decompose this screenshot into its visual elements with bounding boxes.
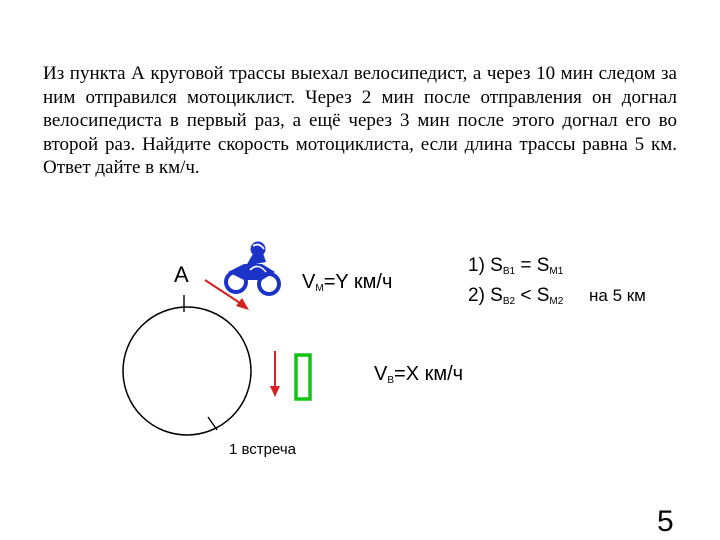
bicycle-icon xyxy=(296,355,310,399)
meeting-label: 1 встреча xyxy=(229,441,297,458)
meeting-tick xyxy=(208,417,217,430)
bike-speed-label: $V_В=X$ км/ч xyxy=(374,363,464,386)
point-a-label: A xyxy=(174,262,189,287)
circular-track xyxy=(123,307,251,435)
page-number: 5 xyxy=(657,505,674,538)
motorcycle-icon xyxy=(226,242,279,295)
moto-speed-label: $V_М=Y$ км/ч xyxy=(302,271,393,294)
equation-2: 2) $S_{В2} < S_{М2}$ xyxy=(468,285,564,307)
problem-text: Из пункта А круговой трассы выехал велосипедист, а через 10 мин следом за ним отправился мотоциклист. Через 2 мин после отправления он догнал велосипедиста в первый раз, а ещё через 3 мин после этого догнал его во второй раз. Найдите скорость мотоциклиста, если длина трассы равна 5 км. Ответ дайте в км/ч. xyxy=(43,63,677,178)
bike-direction-arrow xyxy=(270,351,280,397)
equation-2-note: на 5 км xyxy=(589,286,646,305)
equation-1: 1) $S_{В1} = S_{М1}$ xyxy=(468,255,564,277)
